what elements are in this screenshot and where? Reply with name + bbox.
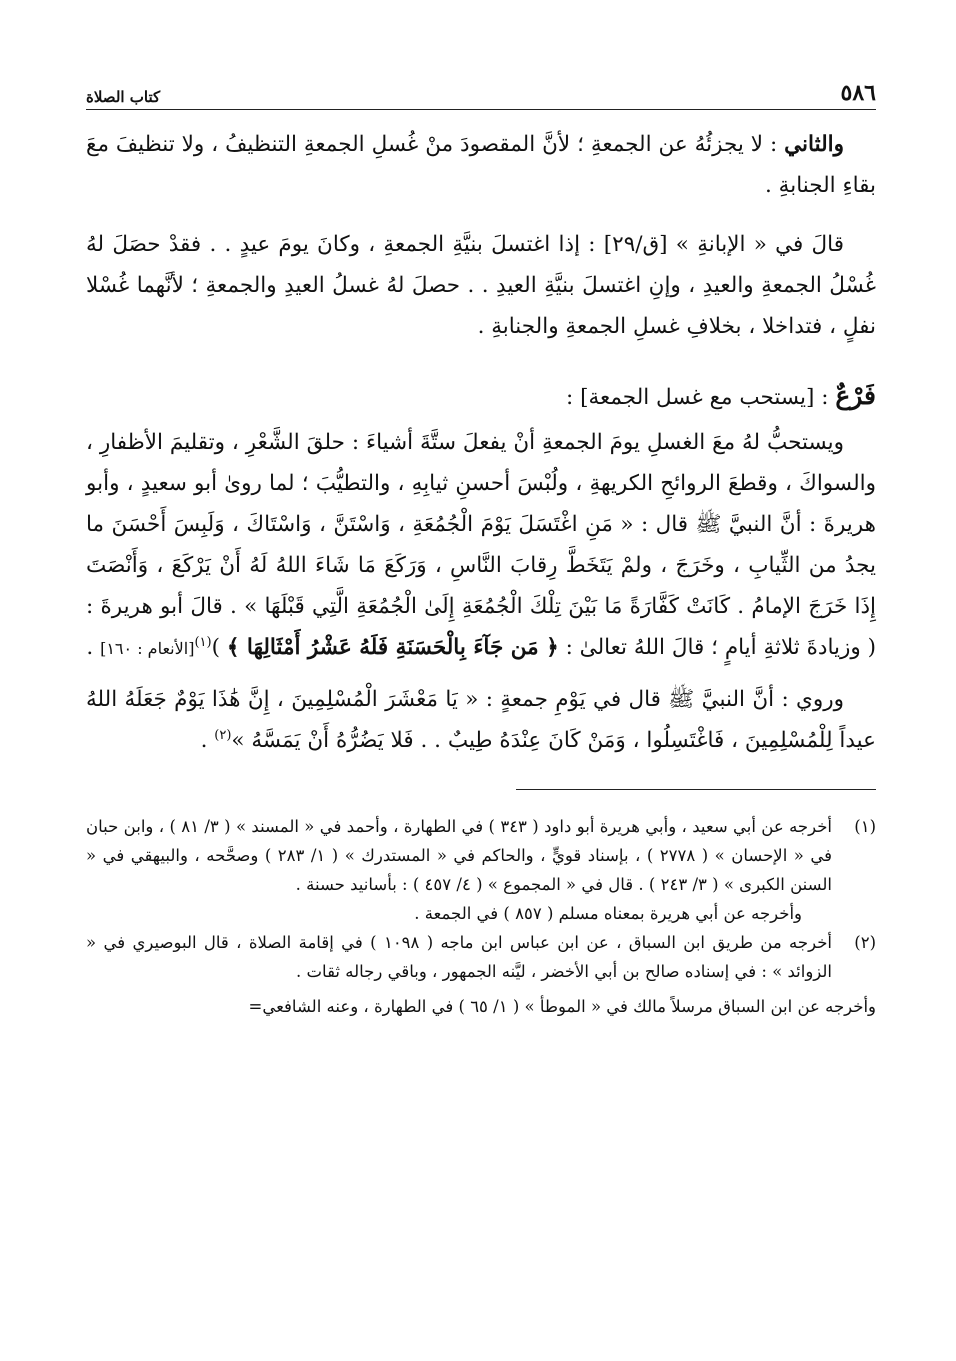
footnote-number: (٢) <box>854 933 876 952</box>
footnote-text: أخرجه من طريق ابن السباق ، عن ابن عباس ابن ماجه ( ١٠٩٨ ) في إقامة الصلاة ، قال البوصيري في « الزوائد » : في إسناده صالح بن أبي الأخضر ، ليَّنه الجمهور ، وباقي رجاله ثقات . <box>86 933 832 981</box>
surah-reference: [الأنعام : ١٦٠] <box>100 639 195 658</box>
footnote-continuation: وأخرجه عن ابن السباق مرسلاً مالك في « الموطأ » ( ١/ ٦٥ ) في الطهارة ، وعنه الشافعي= <box>248 997 876 1016</box>
footnote-1-additional: وأخرجه عن أبي هريرة بمعناه مسلم ( ٨٥٧ ) في الجمعة . <box>414 904 802 923</box>
paragraph-text: وروي : أنَّ النبيَّ ﷺ قال في يَوْمِ جمعةٍ : « يَا مَعْشَرَ الْمُسْلِمِينَ ، إِنَّ هَٰذَا يَوْمٌ جَعَلَهُ اللهُ عيداً لِلْمُسْلِمِينَ ، فَاغْتَسِلُوا ، وَمَنْ كَانَ عِنْدَهُ طِيبٌ . . فَلا يَضُرُّهُ أَنْ يَمَسَّهُ » <box>86 687 876 753</box>
section-branch-heading <box>86 375 876 418</box>
page-number: ٥٨٦ <box>840 80 876 106</box>
branch-title: : [يستحب مع غسل الجمعة] : <box>566 385 836 410</box>
branch-word: فَرْعٌ <box>835 381 876 410</box>
footnote-1 <box>86 812 876 899</box>
paragraph-second-opinion <box>86 124 876 206</box>
paragraph-ibana-quote <box>86 224 876 347</box>
footnote-separator <box>516 789 876 790</box>
paragraph-text-end: . <box>200 728 215 753</box>
footnotes <box>86 812 876 1021</box>
paragraph-friday-sunnahs <box>86 422 876 669</box>
quran-verse: ﴿ مَن جَآءَ بِالْحَسَنَةِ فَلَهُ عَشْرُ أَمْثَالِهَا ﴾ <box>226 635 559 660</box>
paragraph-text-close: ) <box>211 635 227 660</box>
paragraph-text: : لا يجزئُهُ عن الجمعةِ ؛ لأنَّ المقصودَ منْ غُسلِ الجمعةِ التنظيفُ ، ولا تنظيفَ معَ بقاءِ الجنابةِ . <box>86 132 876 198</box>
paragraph-lead-word: والثاني <box>784 132 844 157</box>
footnote-reference[interactable]: (٢) <box>214 727 232 743</box>
footnote-number: (١) <box>854 817 876 836</box>
paragraph-text-end: . <box>86 635 101 660</box>
paragraph-friday-eid-hadith <box>86 679 876 761</box>
footnote-2 <box>86 928 876 986</box>
footnote-text: أخرجه عن أبي سعيد ، وأبي هريرة أبو داود ( ٣٤٣ ) في الطهارة ، وأحمد في « المسند » ( ٣/ ٨١ ) ، وابن حبان في « الإحسان » ( ٢٧٧٨ ) ، بإسناد قويٍّ ، والحاكم في « المستدرك » ( ١/ ٢٨٣ ) وصحَّحه ، والبيهقي في « السنن الكبرى » ( ٣/ ٢٤٣ ) . قال في « المجموع » ( ٤/ ٤٥٧ ) : بأسانيد حسنة . <box>86 817 833 894</box>
paragraph-text: قالَ في « الإبانةِ » [ق/٢٩] : إذا اغتسلَ بنيَّةِ الجمعةِ ، وكانَ يومَ عيدٍ . . فقدْ حصَلَ لهُ غُسْلُ الجمعةِ والعيدِ ، وإنِ اغتسلَ بنيَّةِ العيدِ . . حصلَ لهُ غسلُ العيدِ والجمعةِ ؛ لأنَّهما غُسْلا نفلٍ ، فتداخلا ، بخلافِ غسلِ الجمعةِ والجنابةِ . <box>86 232 876 339</box>
running-title: كتاب الصلاة <box>86 88 161 106</box>
page-header <box>86 72 876 110</box>
paragraph-text: ويستحبُّ لهُ معَ الغسلِ يومَ الجمعةِ أنْ يفعلَ ستَّةَ أشياءَ : حلقَ الشَّعْرِ ، وتقليمَ الأظفارِ ، والسواكَ ، وقطعَ الروائحِ الكريهةِ ، ولُبْسَ أحسنِ ثيابِهِ ، والتطيُّبَ ؛ لما روىٰ أبو سعيدٍ ، وأبو هريرةَ : أنَّ النبيَّ ﷺ قال : « مَنِ اغْتَسَلَ يَوْمَ الْجُمُعَةِ ، وَاسْتَنَّ ، وَاسْتَاكَ ، وَلَبِسَ أَحْسَنَ ما يجدُ من الثِّيابِ ، وخَرَجَ ، ولمْ يَتَخَطَّ رِقابَ النَّاسِ ، وَرَكَعَ مَا شَاءَ اللهُ لَهُ أَنْ يَرْكَعَ ، وَأَنْصَتَ إِذَا خَرَجَ الإمامُ . كَانَتْ كَفَّارَةً مَا بَيْنَ تِلْكَ الْجُمُعَةِ إِلَىٰ الْجُمُعَةِ الَّتِي قَبْلَهَا » . قالَ أبو هريرةَ : ( وزيادةَ ثلاثةِ أيامٍ ؛ قالَ اللهُ تعالىٰ : <box>86 430 876 660</box>
book-page <box>86 72 876 1342</box>
footnote-reference[interactable]: (١) <box>194 634 212 650</box>
